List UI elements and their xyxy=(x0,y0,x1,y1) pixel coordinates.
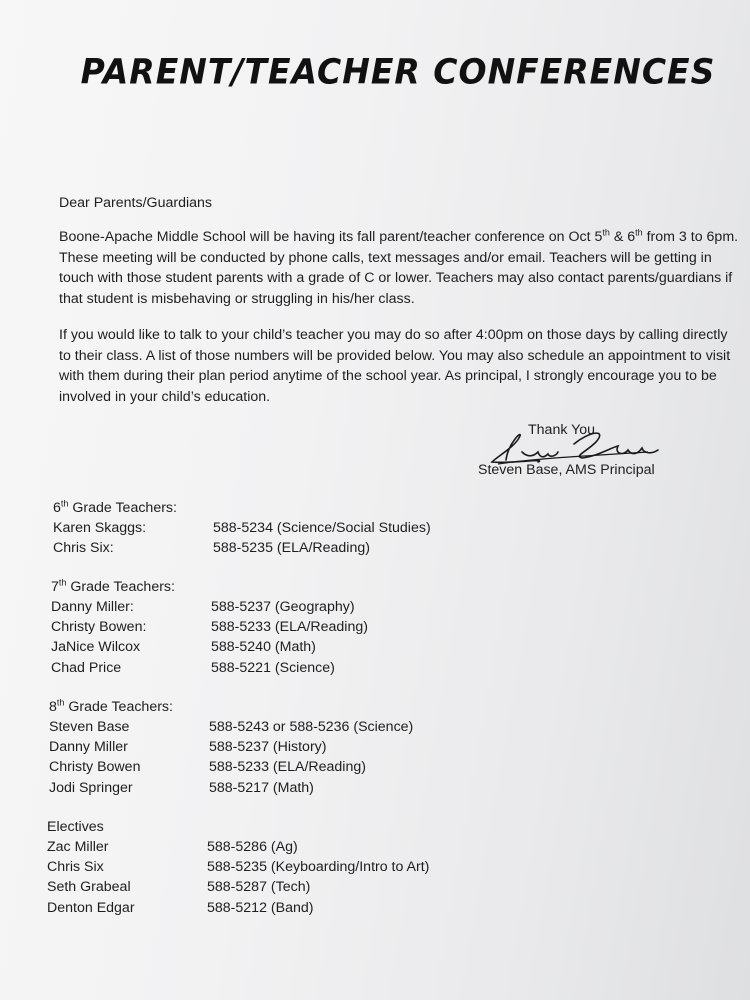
teacher-phone-subject: 588-5233 (ELA/Reading) xyxy=(211,619,368,636)
teacher-row xyxy=(51,658,335,678)
teacher-row xyxy=(47,898,314,918)
teacher-row xyxy=(51,617,368,637)
teacher-row xyxy=(49,778,314,798)
grade7-section xyxy=(51,577,368,678)
grade8-section xyxy=(49,697,414,798)
section-title-superscript: th xyxy=(56,697,65,708)
teacher-name: JaNice Wilcox xyxy=(51,639,141,656)
intro-text-part3: from 3 to 6pm. These meeting will be conducted by phone calls, text messages and/or email. Teachers will be getting in touch with those student parents with a grade of C or lower. Teachers may also contact parents/guardians if that student is misbehaving or struggling in his/her class. xyxy=(59,229,739,307)
teacher-row xyxy=(51,597,355,617)
section-title xyxy=(51,577,175,597)
section-title xyxy=(47,817,104,837)
section-title-number: 7 xyxy=(51,579,59,595)
electives-section xyxy=(47,817,430,918)
section-title-text: Grade Teachers: xyxy=(64,699,173,715)
date1-superscript: th xyxy=(602,227,610,238)
closing-thanks: Thank You. xyxy=(528,422,599,438)
teacher-row xyxy=(49,757,366,777)
section-title-number: 8 xyxy=(49,699,57,715)
teacher-name: Zac Miller xyxy=(47,839,109,855)
section-title-superscript: th xyxy=(60,498,69,509)
teacher-row xyxy=(49,717,414,737)
section-title xyxy=(53,498,177,518)
signature-block xyxy=(478,422,678,482)
section-title-text: Grade Teachers: xyxy=(66,579,175,595)
intro-text-part1: Boone-Apache Middle School will be having its fall parent/teacher conference on Oct 5 xyxy=(59,229,603,245)
teacher-row xyxy=(47,877,311,897)
section-title-number: 6 xyxy=(53,500,61,516)
teacher-phone-subject: 588-5286 (Ag) xyxy=(207,839,298,855)
salutation: Dear Parents/Guardians xyxy=(59,195,212,211)
teacher-phone-subject: 588-5221 (Science) xyxy=(211,659,335,676)
teacher-row xyxy=(53,518,431,538)
teacher-phone-subject: 588-5212 (Band) xyxy=(207,899,314,916)
teacher-row xyxy=(51,637,316,657)
page-title: PARENT/TEACHER CONFERENCES xyxy=(80,51,716,92)
section-title xyxy=(49,697,173,717)
teacher-row xyxy=(47,857,430,877)
section-title-text: Electives xyxy=(47,819,104,835)
date2-superscript: th xyxy=(635,227,643,238)
teacher-name: Danny Miller xyxy=(49,739,128,756)
teacher-phone-subject: 588-5217 (Math) xyxy=(209,779,314,796)
teacher-name: Danny Miller: xyxy=(51,599,134,615)
section-title-superscript: th xyxy=(58,577,67,588)
teacher-name: Seth Grabeal xyxy=(47,879,131,896)
teacher-phone-subject: 588-5237 (History) xyxy=(209,739,327,756)
teacher-phone-subject: 588-5235 (Keyboarding/Intro to Art) xyxy=(207,859,430,876)
contact-paragraph: If you would like to talk to your child’s teacher you may do so after 4:00pm on those days by calling directly to their class. A list of those numbers will be provided below. You may also schedule an appointment to visit with them during their plan period anytime of the school year. As principal, I strongly encourage you to be involved in your child’s education. xyxy=(59,327,731,405)
teacher-row xyxy=(47,837,298,857)
teacher-name: Denton Edgar xyxy=(47,899,135,916)
grade6-section xyxy=(53,498,431,558)
teacher-name: Steven Base xyxy=(49,719,130,735)
intro-text-part2: & 6 xyxy=(609,229,636,245)
signer-name: Steven Base, AMS Principal xyxy=(478,462,655,478)
teacher-row xyxy=(53,538,370,558)
teacher-phone-subject: 588-5237 (Geography) xyxy=(211,599,355,615)
teacher-name: Chris Six xyxy=(47,859,104,876)
teacher-phone-subject: 588-5234 (Science/Social Studies) xyxy=(213,520,431,536)
section-title-text: Grade Teachers: xyxy=(68,500,177,516)
teacher-name: Christy Bowen: xyxy=(51,619,147,636)
teacher-phone-subject: 588-5233 (ELA/Reading) xyxy=(209,759,366,776)
teacher-row xyxy=(49,737,327,757)
teacher-phone-subject: 588-5240 (Math) xyxy=(211,639,316,656)
teacher-name: Jodi Springer xyxy=(49,779,133,796)
teacher-name: Chris Six: xyxy=(53,540,114,557)
intro-paragraph xyxy=(59,227,739,309)
teacher-name: Karen Skaggs: xyxy=(53,520,147,536)
teacher-phone-subject: 588-5287 (Tech) xyxy=(207,879,311,896)
teacher-name: Chad Price xyxy=(51,659,122,676)
teacher-phone-subject: 588-5235 (ELA/Reading) xyxy=(213,540,370,557)
teacher-phone-subject: 588-5243 or 588-5236 (Science) xyxy=(209,719,414,735)
teacher-name: Christy Bowen xyxy=(49,759,141,776)
